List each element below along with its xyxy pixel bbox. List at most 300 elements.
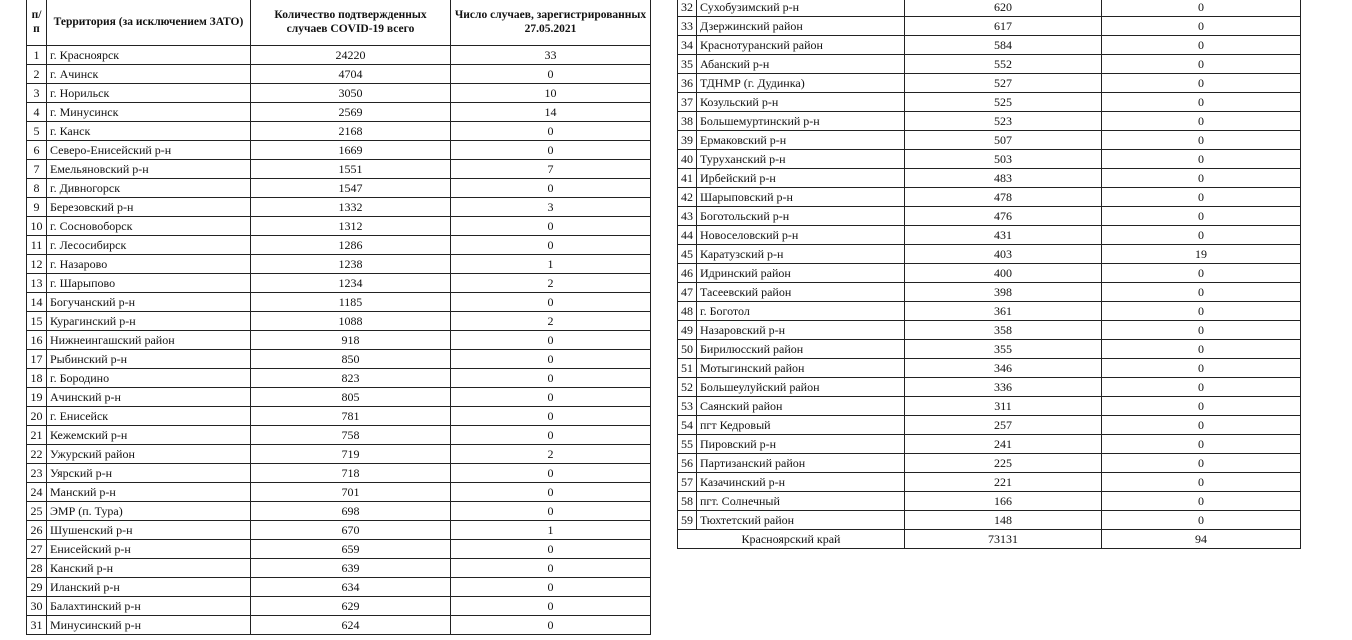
row-territory: Пировский р-н <box>697 435 905 454</box>
row-number: 31 <box>27 616 47 635</box>
row-daily: 1 <box>451 255 651 274</box>
row-confirmed: 639 <box>251 559 451 578</box>
row-number: 16 <box>27 331 47 350</box>
row-number: 1 <box>27 46 47 65</box>
row-confirmed: 148 <box>905 511 1102 530</box>
row-number: 30 <box>27 597 47 616</box>
row-number: 55 <box>678 435 697 454</box>
row-territory: Большемуртинский р-н <box>697 112 905 131</box>
row-confirmed: 1286 <box>251 236 451 255</box>
row-daily: 0 <box>451 578 651 597</box>
row-daily: 0 <box>1102 416 1301 435</box>
row-number: 23 <box>27 464 47 483</box>
row-territory: Назаровский р-н <box>697 321 905 340</box>
row-daily: 0 <box>1102 454 1301 473</box>
row-number: 18 <box>27 369 47 388</box>
table-row <box>27 559 651 578</box>
table-row <box>27 84 651 103</box>
table-row <box>27 369 651 388</box>
row-number: 34 <box>678 36 697 55</box>
row-territory: г. Бородино <box>47 369 251 388</box>
row-confirmed: 241 <box>905 435 1102 454</box>
row-confirmed: 620 <box>905 0 1102 17</box>
header-confirmed: Количество подтвержденных случаев COVID-19 всего <box>251 0 451 46</box>
row-confirmed: 1312 <box>251 217 451 236</box>
row-territory: Курагинский р-н <box>47 312 251 331</box>
row-daily: 0 <box>451 464 651 483</box>
table-row <box>27 597 651 616</box>
row-number: 37 <box>678 93 697 112</box>
row-confirmed: 781 <box>251 407 451 426</box>
row-number: 26 <box>27 521 47 540</box>
row-number: 2 <box>27 65 47 84</box>
row-number: 5 <box>27 122 47 141</box>
row-number: 17 <box>27 350 47 369</box>
row-number: 21 <box>27 426 47 445</box>
total-row <box>678 530 1301 549</box>
row-daily: 0 <box>1102 207 1301 226</box>
row-daily: 10 <box>451 84 651 103</box>
row-confirmed: 503 <box>905 150 1102 169</box>
row-territory: Партизанский район <box>697 454 905 473</box>
row-territory: Ирбейский р-н <box>697 169 905 188</box>
row-number: 10 <box>27 217 47 236</box>
row-confirmed: 166 <box>905 492 1102 511</box>
row-confirmed: 698 <box>251 502 451 521</box>
table-row <box>678 245 1301 264</box>
table-row <box>678 302 1301 321</box>
row-number: 38 <box>678 112 697 131</box>
row-number: 50 <box>678 340 697 359</box>
table-row <box>27 236 651 255</box>
row-daily: 0 <box>1102 378 1301 397</box>
table-row <box>27 464 651 483</box>
row-confirmed: 624 <box>251 616 451 635</box>
table-row <box>678 169 1301 188</box>
table-row <box>678 321 1301 340</box>
table-row <box>678 473 1301 492</box>
row-territory: Дзержинский район <box>697 17 905 36</box>
row-daily: 0 <box>1102 302 1301 321</box>
row-territory: Рыбинский р-н <box>47 350 251 369</box>
row-territory: г. Боготол <box>697 302 905 321</box>
row-daily: 0 <box>451 141 651 160</box>
table-row <box>27 65 651 84</box>
table-row <box>678 359 1301 378</box>
row-number: 12 <box>27 255 47 274</box>
row-territory: Березовский р-н <box>47 198 251 217</box>
row-territory: Шушенский р-н <box>47 521 251 540</box>
row-confirmed: 1551 <box>251 160 451 179</box>
table-row <box>27 312 651 331</box>
table-row <box>678 74 1301 93</box>
right-table-body <box>678 0 1301 530</box>
header-num: п/п <box>27 0 47 46</box>
row-number: 3 <box>27 84 47 103</box>
row-number: 33 <box>678 17 697 36</box>
row-number: 41 <box>678 169 697 188</box>
row-territory: Ермаковский р-н <box>697 131 905 150</box>
row-number: 39 <box>678 131 697 150</box>
row-territory: Тюхтетский район <box>697 511 905 530</box>
row-confirmed: 431 <box>905 226 1102 245</box>
row-confirmed: 478 <box>905 188 1102 207</box>
row-daily: 0 <box>1102 226 1301 245</box>
row-territory: Абанский р-н <box>697 55 905 74</box>
row-number: 29 <box>27 578 47 597</box>
row-daily: 0 <box>451 350 651 369</box>
row-number: 9 <box>27 198 47 217</box>
row-territory: Северо-Енисейский р-н <box>47 141 251 160</box>
table-row <box>27 160 651 179</box>
header-daily: Число случаев, зарегистрированных 27.05.2021 <box>451 0 651 46</box>
row-daily: 0 <box>451 388 651 407</box>
row-territory: Ужурский район <box>47 445 251 464</box>
table-row <box>678 93 1301 112</box>
row-confirmed: 719 <box>251 445 451 464</box>
row-number: 48 <box>678 302 697 321</box>
row-number: 7 <box>27 160 47 179</box>
row-daily: 0 <box>1102 55 1301 74</box>
table-row <box>678 340 1301 359</box>
row-territory: г. Лесосибирск <box>47 236 251 255</box>
table-row <box>678 492 1301 511</box>
row-territory: ЭМР (п. Тура) <box>47 502 251 521</box>
row-number: 15 <box>27 312 47 331</box>
row-confirmed: 1238 <box>251 255 451 274</box>
row-daily: 2 <box>451 274 651 293</box>
row-daily: 0 <box>451 65 651 84</box>
row-number: 52 <box>678 378 697 397</box>
row-confirmed: 361 <box>905 302 1102 321</box>
row-confirmed: 701 <box>251 483 451 502</box>
row-daily: 0 <box>1102 511 1301 530</box>
row-territory: Ачинский р-н <box>47 388 251 407</box>
row-daily: 0 <box>1102 112 1301 131</box>
row-number: 44 <box>678 226 697 245</box>
row-number: 54 <box>678 416 697 435</box>
row-confirmed: 2168 <box>251 122 451 141</box>
table-row <box>27 274 651 293</box>
row-number: 53 <box>678 397 697 416</box>
row-daily: 14 <box>451 103 651 122</box>
row-confirmed: 400 <box>905 264 1102 283</box>
table-row <box>27 388 651 407</box>
row-number: 20 <box>27 407 47 426</box>
row-confirmed: 525 <box>905 93 1102 112</box>
row-territory: г. Назарово <box>47 255 251 274</box>
table-row <box>678 435 1301 454</box>
row-confirmed: 355 <box>905 340 1102 359</box>
table-row <box>27 217 651 236</box>
row-daily: 0 <box>451 293 651 312</box>
row-territory: Енисейский р-н <box>47 540 251 559</box>
row-number: 57 <box>678 473 697 492</box>
row-daily: 7 <box>451 160 651 179</box>
row-territory: Туруханский р-н <box>697 150 905 169</box>
row-number: 13 <box>27 274 47 293</box>
row-territory: г. Сосновоборск <box>47 217 251 236</box>
row-territory: Иланский р-н <box>47 578 251 597</box>
table-row <box>678 36 1301 55</box>
row-territory: пгт Кедровый <box>697 416 905 435</box>
right-data-table <box>677 0 1301 549</box>
row-confirmed: 634 <box>251 578 451 597</box>
row-confirmed: 225 <box>905 454 1102 473</box>
row-confirmed: 2569 <box>251 103 451 122</box>
total-name: Красноярский край <box>678 530 905 549</box>
row-daily: 0 <box>1102 150 1301 169</box>
row-territory: Тасеевский район <box>697 283 905 302</box>
row-number: 45 <box>678 245 697 264</box>
row-territory: Большеулуйский район <box>697 378 905 397</box>
header-territory: Территория (за исключением ЗАТО) <box>47 0 251 46</box>
row-confirmed: 398 <box>905 283 1102 302</box>
row-territory: Бирилюсский район <box>697 340 905 359</box>
row-territory: Манский р-н <box>47 483 251 502</box>
row-number: 35 <box>678 55 697 74</box>
row-daily: 0 <box>1102 188 1301 207</box>
row-daily: 19 <box>1102 245 1301 264</box>
row-confirmed: 507 <box>905 131 1102 150</box>
table-row <box>27 426 651 445</box>
row-territory: Нижнеингашский район <box>47 331 251 350</box>
row-confirmed: 311 <box>905 397 1102 416</box>
row-territory: Шарыповский р-н <box>697 188 905 207</box>
row-confirmed: 403 <box>905 245 1102 264</box>
row-territory: Мотыгинский район <box>697 359 905 378</box>
row-number: 43 <box>678 207 697 226</box>
row-number: 58 <box>678 492 697 511</box>
table-row <box>678 454 1301 473</box>
table-row <box>27 293 651 312</box>
table-row <box>678 378 1301 397</box>
table-row <box>678 264 1301 283</box>
total-confirmed: 73131 <box>905 530 1102 549</box>
row-number: 14 <box>27 293 47 312</box>
row-number: 56 <box>678 454 697 473</box>
row-confirmed: 659 <box>251 540 451 559</box>
row-daily: 0 <box>451 540 651 559</box>
row-confirmed: 629 <box>251 597 451 616</box>
row-territory: г. Шарыпово <box>47 274 251 293</box>
row-daily: 0 <box>1102 473 1301 492</box>
row-confirmed: 527 <box>905 74 1102 93</box>
row-number: 27 <box>27 540 47 559</box>
row-confirmed: 1234 <box>251 274 451 293</box>
row-confirmed: 523 <box>905 112 1102 131</box>
row-number: 24 <box>27 483 47 502</box>
row-daily: 0 <box>1102 359 1301 378</box>
row-daily: 2 <box>451 312 651 331</box>
row-daily: 0 <box>1102 17 1301 36</box>
row-daily: 0 <box>1102 74 1301 93</box>
row-daily: 0 <box>1102 36 1301 55</box>
row-daily: 0 <box>1102 283 1301 302</box>
row-confirmed: 850 <box>251 350 451 369</box>
row-territory: г. Красноярск <box>47 46 251 65</box>
row-territory: Емельяновский р-н <box>47 160 251 179</box>
row-daily: 0 <box>451 217 651 236</box>
table-row <box>27 141 651 160</box>
row-number: 8 <box>27 179 47 198</box>
table-row <box>678 226 1301 245</box>
row-daily: 0 <box>1102 492 1301 511</box>
row-daily: 0 <box>1102 397 1301 416</box>
table-row <box>27 483 651 502</box>
row-confirmed: 823 <box>251 369 451 388</box>
row-daily: 0 <box>1102 435 1301 454</box>
row-daily: 0 <box>451 502 651 521</box>
table-row <box>678 283 1301 302</box>
row-daily: 0 <box>451 369 651 388</box>
row-confirmed: 758 <box>251 426 451 445</box>
table-row <box>678 112 1301 131</box>
row-daily: 0 <box>1102 169 1301 188</box>
table-row <box>27 502 651 521</box>
table-row <box>27 616 651 635</box>
table-row <box>678 511 1301 530</box>
row-confirmed: 1332 <box>251 198 451 217</box>
row-territory: Казачинский р-н <box>697 473 905 492</box>
row-confirmed: 221 <box>905 473 1102 492</box>
row-number: 36 <box>678 74 697 93</box>
row-territory: г. Минусинск <box>47 103 251 122</box>
row-number: 22 <box>27 445 47 464</box>
table-row <box>678 17 1301 36</box>
row-daily: 0 <box>1102 93 1301 112</box>
table-row <box>678 131 1301 150</box>
table-row <box>27 521 651 540</box>
left-data-table <box>26 0 651 635</box>
table-row <box>27 540 651 559</box>
row-daily: 0 <box>451 407 651 426</box>
row-territory: Саянский район <box>697 397 905 416</box>
row-confirmed: 552 <box>905 55 1102 74</box>
row-confirmed: 346 <box>905 359 1102 378</box>
row-number: 6 <box>27 141 47 160</box>
row-territory: пгт. Солнечный <box>697 492 905 511</box>
row-daily: 0 <box>451 426 651 445</box>
row-confirmed: 1088 <box>251 312 451 331</box>
total-daily: 94 <box>1102 530 1301 549</box>
row-territory: Новоселовский р-н <box>697 226 905 245</box>
row-daily: 3 <box>451 198 651 217</box>
table-row <box>678 207 1301 226</box>
table-row <box>27 407 651 426</box>
row-territory: Кежемский р-н <box>47 426 251 445</box>
table-row <box>678 188 1301 207</box>
row-number: 28 <box>27 559 47 578</box>
row-territory: г. Дивногорск <box>47 179 251 198</box>
row-confirmed: 1547 <box>251 179 451 198</box>
row-daily: 0 <box>451 122 651 141</box>
table-row <box>27 350 651 369</box>
row-territory: Краснотуранский район <box>697 36 905 55</box>
row-daily: 0 <box>1102 0 1301 17</box>
row-territory: Минусинский р-н <box>47 616 251 635</box>
row-daily: 0 <box>1102 264 1301 283</box>
row-territory: г. Норильск <box>47 84 251 103</box>
row-daily: 0 <box>451 483 651 502</box>
row-daily: 0 <box>451 236 651 255</box>
row-territory: Идринский район <box>697 264 905 283</box>
row-number: 25 <box>27 502 47 521</box>
row-daily: 0 <box>451 179 651 198</box>
row-territory: Канский р-н <box>47 559 251 578</box>
row-territory: Каратузский р-н <box>697 245 905 264</box>
row-number: 11 <box>27 236 47 255</box>
row-number: 59 <box>678 511 697 530</box>
row-daily: 1 <box>451 521 651 540</box>
row-number: 49 <box>678 321 697 340</box>
table-row <box>678 416 1301 435</box>
row-confirmed: 1185 <box>251 293 451 312</box>
row-confirmed: 336 <box>905 378 1102 397</box>
row-number: 19 <box>27 388 47 407</box>
table-row <box>678 397 1301 416</box>
table-row <box>27 255 651 274</box>
row-confirmed: 617 <box>905 17 1102 36</box>
table-row <box>27 103 651 122</box>
table-row <box>678 0 1301 17</box>
row-territory: Сухобузимский р-н <box>697 0 905 17</box>
row-confirmed: 670 <box>251 521 451 540</box>
row-confirmed: 3050 <box>251 84 451 103</box>
row-number: 42 <box>678 188 697 207</box>
table-row <box>678 55 1301 74</box>
row-number: 40 <box>678 150 697 169</box>
table-row <box>27 122 651 141</box>
row-daily: 0 <box>1102 321 1301 340</box>
row-confirmed: 358 <box>905 321 1102 340</box>
row-daily: 0 <box>1102 131 1301 150</box>
row-daily: 33 <box>451 46 651 65</box>
row-confirmed: 918 <box>251 331 451 350</box>
row-territory: Боготольский р-н <box>697 207 905 226</box>
left-table-body <box>27 46 651 635</box>
row-territory: ТДНМР (г. Дудинка) <box>697 74 905 93</box>
row-daily: 0 <box>451 331 651 350</box>
row-confirmed: 805 <box>251 388 451 407</box>
row-territory: г. Канск <box>47 122 251 141</box>
table-row <box>27 46 651 65</box>
table-row <box>27 445 651 464</box>
row-territory: Уярский р-н <box>47 464 251 483</box>
table-row <box>678 150 1301 169</box>
row-number: 32 <box>678 0 697 17</box>
row-territory: Козульский р-н <box>697 93 905 112</box>
row-number: 47 <box>678 283 697 302</box>
table-row <box>27 179 651 198</box>
row-confirmed: 718 <box>251 464 451 483</box>
row-territory: г. Ачинск <box>47 65 251 84</box>
row-number: 4 <box>27 103 47 122</box>
row-daily: 0 <box>451 559 651 578</box>
row-territory: Богучанский р-н <box>47 293 251 312</box>
table-row <box>27 331 651 350</box>
row-confirmed: 4704 <box>251 65 451 84</box>
row-daily: 2 <box>451 445 651 464</box>
row-number: 46 <box>678 264 697 283</box>
row-confirmed: 1669 <box>251 141 451 160</box>
row-confirmed: 24220 <box>251 46 451 65</box>
row-confirmed: 483 <box>905 169 1102 188</box>
row-daily: 0 <box>451 597 651 616</box>
table-row <box>27 578 651 597</box>
table-row <box>27 198 651 217</box>
row-territory: г. Енисейск <box>47 407 251 426</box>
